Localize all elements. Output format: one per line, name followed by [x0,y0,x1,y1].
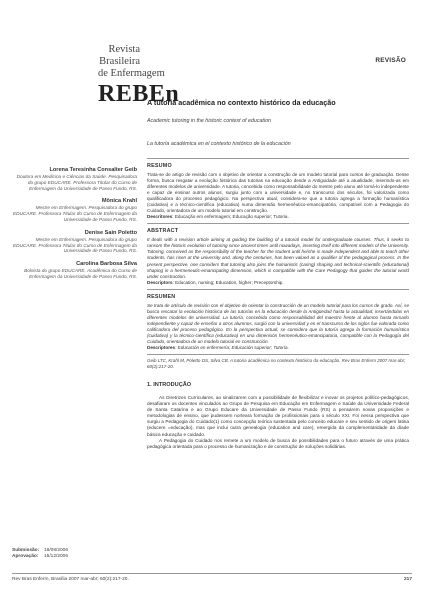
abstract-keywords-label: Descriptors [147,279,173,285]
resumen-text: Se trata de artículo de revisión con el objetivo de orientar la construcción de un modelo tutorial para los cursos de grado. Así, se busca rescatar la evolución histórica de las tutorías en la educación desde la Antigüedad hasta la actualidad, insertándolas en diferentes modelos de universidad. La tutoría, concebida como responsabilidad del maestro frente al alumno hasta tornarlo independiente y capaz de enseñar a otros alumnos, surgió con la universidad y en el transcurso de los siglos fue valorada como calificadora del proceso pedagógico. En la perspectiva actual, se considera que la tutoría agrega la formación humanística (cuidativa) y la técnico-científica (educativa) en una dimensión hermenéutico-emancipatoria, compatible con la Pedagogía del Cuidado, orientadora de un modelo tutorial en construcción. [147,302,409,344]
divider [147,223,409,224]
author-list [12,166,137,286]
resumo-heading: RESUMO [147,163,172,169]
author-entry [12,260,137,280]
journal-logo: REBEn [98,81,180,107]
author-affiliation: Mestre em Enfermagem. Pesquisadora do grupo EDUCARE. Professora Titular do Curso de Enfermagem da Universidade de Passo Fundo, RS. [13,205,137,222]
resumen-section [147,294,409,351]
resumo-keywords [147,214,409,220]
section-label: REVISÃO [375,57,406,64]
article-title-spanish: La tutoría académica en el contexto histórico de la educación [147,141,291,147]
main-column [147,158,409,450]
author-name: Mônica Krahl [101,198,137,205]
divider [147,354,409,355]
resumen-keywords [147,345,409,351]
resumen-keywords-list: : Educación en enfermería; Educación superior; Tutoría. [175,344,289,350]
resumo-section [147,163,409,220]
journal-name-line-2: Brasileira [99,56,140,67]
author-entry [12,229,137,254]
resumo-keywords-label: Descritores [147,214,173,220]
divider [147,158,409,159]
approval-label: Aprovação: [12,554,39,560]
intro-paragraph-1: As Diretrizes Curriculares, ao sinalizarem com a possibilidade de flexibilizar e inovar os projetos político-pedagógicos, desafiaram os docentes vinculados ao Grupo de Pesquisa em Educação em Enfermagem e Saúde da Universidade Federal de Santa Catarina e ao Grupo Educare da Universidade de Passo Fundo (RS) a pensarem novas proposições e metodologias de ensino, que pudessem norteara formação de profissionais para o século XXI. Foi nessa perspectiva que surgiu a Pedagogia do Cuidado(1) como concepção teórica sustentada pelo conceito educare e seu sentido de origem latina (educere =educação), mas que inclui outra genealogia (education and care), emergida da complementaridade da díade básica educação e cuidado. [147,394,409,437]
page-footer [12,573,412,582]
abstract-heading: ABSTRACT [147,228,179,235]
abstract-keywords [147,280,409,286]
intro-title: 1. INTRODUÇÃO [147,381,192,388]
divider [147,289,409,290]
author-entry [12,166,137,191]
abstract-keywords-list: : Education, nursing; Education, higher; Preceptorship. [172,279,284,285]
author-name: Lorena Teresinha Consalter Geib [49,167,137,173]
footer-journal-info: Rev Bras Enferm, Brasília 2007 mar-abr; 60(2):217-20. [12,577,129,582]
resumo-text: Trata-se de artigo de revisão com o objetivo de orientar a construção de um modelo tutorial para cursos de graduação. Desse forma, busca resgatar a evolução histórica das tutorias na educação desde a Antiguidade até a atualidade, inserindo-as em diferentes modelos de universidade. A tutoria, concebida como responsabilidade do mestre pelo aluno até torná-lo independente e capaz de ensinar outros alunos, surgiu junto com a universidade e, no transcurso dos séculos, foi valorizada como qualificadora do processo pedagógico. Na perspectiva atual, considera-se que a tutoria agrega a formação humanística (cuidativa) e a técnico-científica (educativa) numa dimensão hermenêutico-emancipatória, compatível com a Pedagogia do Cuidado, orientadora de um modelo tutorial em construção. [147,172,409,214]
submission-value: 18/08/2006 [44,548,69,553]
submission-dates [12,548,68,561]
resumo-keywords-list: : Educação em enfermagem; Educação superior; Tutoria. [172,214,289,220]
abstract-text: It deals with a revision article aiming at guiding the building of a tutorial model for undergraduate courses. Thus, it seeks to ransom the historic evolution of tutoring since ancient times until nowadays, inserting itself into different models of the University. Tutoring, conceived as the responsibility of the teacher for the student until he/she is made independent and able to teach other students, has risen at the university and, along the centuries, has been valued as a qualifier of the pedagogical process. In the present perspective, one considers that tutoring also joins the humanistic (caring) shaping and technical-scientific (educational) shaping in a hermeneutic-emancipating dimension, which is compatible with the Care Pedagogy that guides the tutorial world under construction. [147,237,409,279]
author-affiliation: Bolsista do grupo EDUCARE. Acadêmica do Curso de Enfermagem da Universidade de Passo Fundo, RS. [24,268,137,279]
intro-paragraph-2: A Pedagogia do Cuidado nos remete a um modelo de busca de possibilidades para o futuro através de uma prática pedagógica orientada para o processo de humanização e de construção de soluções solidárias. [147,437,409,449]
article-title: A tutoria acadêmica no contexto histórico da educação [147,98,336,107]
citation: Geib LTC, Krahl M, Poletto DS, Silva CB. A tutoria acadêmica no contexto histórico da educação. Rev Bras Enferm 2007 mar-abr; 60(2):217-20. [147,357,406,369]
journal-masthead [98,44,180,107]
author-name: Denise Sain Poletto [84,229,137,236]
author-affiliation: Mestre em Enfermagem. Pesquisadora do grupo EDUCARE. Professora Titular do Curso de Enfermagem da Universidade de Passo Fundo, RS. [13,236,137,254]
journal-name-line-1: Revista [108,44,140,55]
author-entry [12,197,137,222]
author-affiliation: Doutora em Medicina e Ciências da Saúde. Pesquisadora do grupo EDUCARE. Professora Titular do Curso de Enfermagem da Universidade de Passo Fundo, RS. [16,174,137,191]
article-title-english: Academic tutoring in the historic context of education [147,118,271,124]
resumen-keywords-label: Descriptores [147,344,176,350]
author-name: Carolina Barbosa Silva [76,261,137,268]
page-number: 217 [403,577,412,582]
approval-date [12,554,68,560]
journal-name-line-3: de Enfermagem [98,68,165,79]
submission-label: Submissão: [12,548,40,553]
resumen-heading: RESUMEN [147,293,176,300]
approval-value: 15/12/2006 [44,554,69,560]
abstract-section [147,228,409,285]
